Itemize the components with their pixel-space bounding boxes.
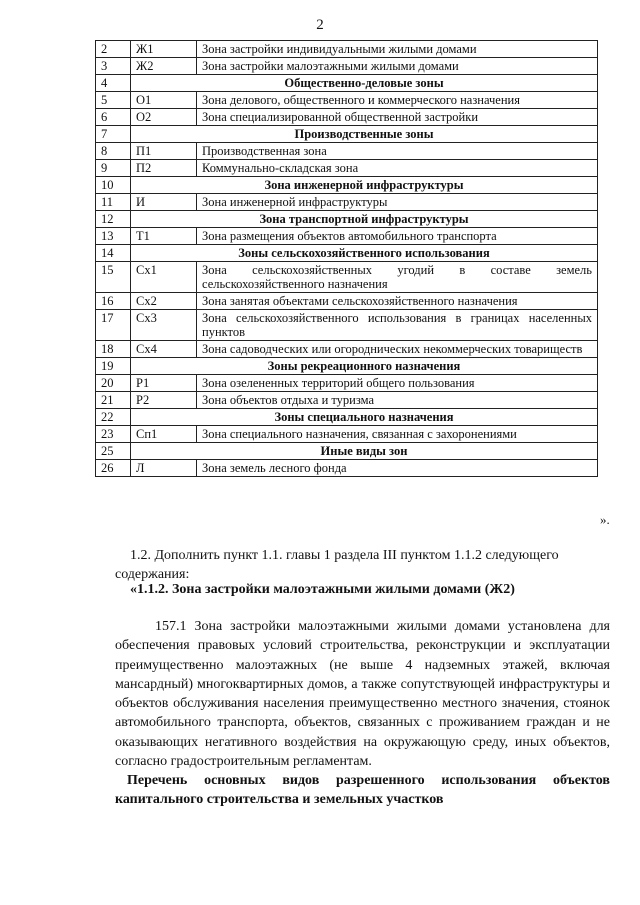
table-section-row (96, 177, 598, 194)
table-row (96, 293, 598, 310)
table-row (96, 109, 598, 126)
table-row (96, 41, 598, 58)
table-row (96, 194, 598, 211)
section-title: Зоны специального назначения (131, 409, 598, 426)
table-section-row (96, 126, 598, 143)
zone-code: Сх2 (131, 293, 197, 310)
zone-name: Зона специального назначения, связанная с захоронениями (197, 426, 598, 443)
zone-code: Ж2 (131, 58, 197, 75)
table-section-row (96, 75, 598, 92)
list-heading: Перечень основных видов разрешенного использования объектов капитального строительства и земельных участков (115, 773, 610, 807)
zone-name: Зона размещения объектов автомобильного транспорта (197, 228, 598, 245)
row-number: 14 (96, 245, 131, 262)
row-number: 2 (96, 41, 131, 58)
page-number: 2 (316, 17, 324, 33)
zone-name: Производственная зона (197, 143, 598, 160)
table-row (96, 426, 598, 443)
zone-code: Сх1 (131, 262, 197, 293)
table-row (96, 58, 598, 75)
row-number: 20 (96, 375, 131, 392)
zone-code: Р2 (131, 392, 197, 409)
row-number: 5 (96, 92, 131, 109)
section-title: Общественно-деловые зоны (131, 75, 598, 92)
zone-code: Сп1 (131, 426, 197, 443)
zone-name: Зона делового, общественного и коммерческого назначения (197, 92, 598, 109)
row-number: 15 (96, 262, 131, 293)
table-row (96, 160, 598, 177)
zone-name: Зона сельскохозяйственных угодий в составе земель сельскохозяйственного назначения (197, 262, 598, 293)
zone-name: Зона земель лесного фонда (197, 460, 598, 477)
section-title: Зона инженерной инфраструктуры (131, 177, 598, 194)
zone-name: Коммунально-складская зона (197, 160, 598, 177)
row-number: 4 (96, 75, 131, 92)
table-row (96, 375, 598, 392)
zone-code: П1 (131, 143, 197, 160)
row-number: 7 (96, 126, 131, 143)
table-section-row (96, 211, 598, 228)
table-row (96, 92, 598, 109)
table-row (96, 228, 598, 245)
zone-code: П2 (131, 160, 197, 177)
section-title: Иные виды зон (131, 443, 598, 460)
section-title: Зона транспортной инфраструктуры (131, 211, 598, 228)
table-row (96, 310, 598, 341)
row-number: 16 (96, 293, 131, 310)
zone-code: И (131, 194, 197, 211)
table-closing-quote: ». (600, 512, 610, 527)
zone-code: Р1 (131, 375, 197, 392)
zone-code: Сх3 (131, 310, 197, 341)
paragraph-157-1: 157.1 Зона застройки малоэтажными жилыми домами установлена для обеспечения правовых условий строительства, реконструкции и эксплуатации преимущественно малоэтажных (не выше 4 надземных этажей, включая мансардный) многоквартирных домов, а также сопутствующей инфраструктуры и объектов обслуживания населения преимущественно местного значения, стоянок автомобильного транспорта, объектов, связанных с проживанием граждан и не оказывающих негативного воздействия на окружающую среду, иных объектов, согласно градостроительным регламентам. (115, 619, 610, 770)
section-title: Зоны сельскохозяйственного использования (131, 245, 598, 262)
row-number: 21 (96, 392, 131, 409)
row-number: 10 (96, 177, 131, 194)
row-number: 9 (96, 160, 131, 177)
table-row (96, 143, 598, 160)
table-row (96, 460, 598, 477)
zone-code: Сх4 (131, 341, 197, 358)
table-row (96, 341, 598, 358)
row-number: 23 (96, 426, 131, 443)
section-title: Зоны рекреационного назначения (131, 358, 598, 375)
row-number: 17 (96, 310, 131, 341)
paragraph-1-2-line2: содержания: (115, 567, 190, 583)
zone-code: О1 (131, 92, 197, 109)
zone-name: Зона садоводческих или огороднических некоммерческих товариществ (197, 341, 598, 358)
zone-name: Зона застройки индивидуальными жилыми домами (197, 41, 598, 58)
table-section-row (96, 245, 598, 262)
zone-name: Зона инженерной инфраструктуры (197, 194, 598, 211)
paragraph-1-2-line1: 1.2. Дополнить пункт 1.1. главы 1 раздела III пунктом 1.1.2 следующего (130, 548, 559, 563)
zone-name: Зона специализированной общественной застройки (197, 109, 598, 126)
row-number: 11 (96, 194, 131, 211)
row-number: 13 (96, 228, 131, 245)
zones-table-body (96, 41, 598, 477)
row-number: 19 (96, 358, 131, 375)
row-number: 26 (96, 460, 131, 477)
zone-code: О2 (131, 109, 197, 126)
table-row (96, 262, 598, 293)
row-number: 18 (96, 341, 131, 358)
zone-name: Зона озелененных территорий общего пользования (197, 375, 598, 392)
table-section-row (96, 409, 598, 426)
row-number: 12 (96, 211, 131, 228)
row-number: 8 (96, 143, 131, 160)
zone-name: Зона сельскохозяйственного использования в границах населенных пунктов (197, 310, 598, 341)
zone-name: Зона объектов отдыха и туризма (197, 392, 598, 409)
row-number: 25 (96, 443, 131, 460)
zone-code: Т1 (131, 228, 197, 245)
zone-name: Зона застройки малоэтажными жилыми домами (197, 58, 598, 75)
table-section-row (96, 443, 598, 460)
section-heading-1-1-2: «1.1.2. Зона застройки малоэтажными жилыми домами (Ж2) (130, 582, 515, 597)
zone-name: Зона занятая объектами сельскохозяйственного назначения (197, 293, 598, 310)
zone-code: Л (131, 460, 197, 477)
table-row (96, 392, 598, 409)
row-number: 6 (96, 109, 131, 126)
zone-code: Ж1 (131, 41, 197, 58)
zones-table (95, 40, 598, 477)
paragraph-1-2 (115, 546, 610, 585)
section-title: Производственные зоны (131, 126, 598, 143)
row-number: 3 (96, 58, 131, 75)
row-number: 22 (96, 409, 131, 426)
table-section-row (96, 358, 598, 375)
